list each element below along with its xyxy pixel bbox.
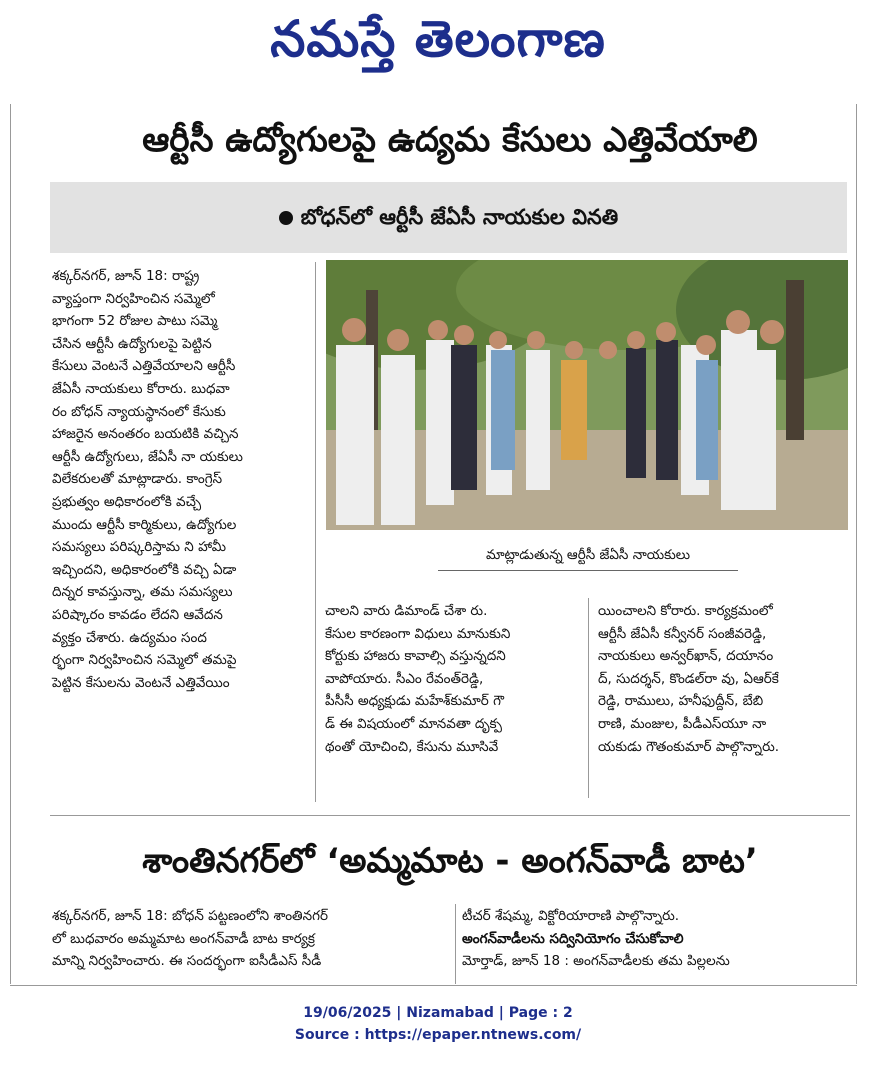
article-column-3 bbox=[598, 600, 848, 758]
text-line: ర్భంగా నిర్వహించిన సమ్మెలో తమపై bbox=[52, 652, 237, 669]
column-divider bbox=[315, 262, 316, 802]
text-line: కేసుల కారణంగా విధులు మానుకుని bbox=[325, 625, 511, 642]
divider bbox=[10, 104, 11, 984]
text-line: హాజరైన అనంతరం బయటికి వచ్చిన bbox=[52, 426, 239, 443]
column-divider bbox=[455, 904, 456, 984]
text-line: చేసిన ఆర్టీసీ ఉద్యోగులపై పెట్టిన bbox=[52, 335, 212, 352]
text-line: డ్ ఈ విషయంలో మానవతా దృక్ప bbox=[325, 715, 503, 732]
text-line: వాపోయారు. సీఎం రేవంత్‌రెడ్డి, bbox=[325, 670, 484, 687]
crosshead: అంగన్‌వాడీలను సద్వినియోగం చేసుకోవాలి bbox=[462, 930, 684, 947]
subheadline-text: బోధన్‌లో ఆర్టీసీ జేఏసీ నాయకుల వినతి bbox=[300, 205, 619, 229]
text-line: ప్రభుత్వం అధికారంలోకి వచ్చే bbox=[52, 493, 202, 510]
text-line: భాగంగా 52 రోజుల పాటు సమ్మె bbox=[52, 313, 218, 330]
column-divider bbox=[588, 598, 589, 798]
news-photo bbox=[326, 260, 848, 530]
edition-info: 19/06/2025 | Nizamabad | Page : 2 bbox=[303, 1005, 573, 1021]
source-link[interactable]: Source : https://epaper.ntnews.com/ bbox=[294, 1027, 582, 1043]
newspaper-logo: నమస్తే తెలంగాణ bbox=[270, 9, 606, 68]
text-line: ఇచ్చిందని, అధికారంలోకి వచ్చి ఏడా bbox=[52, 561, 237, 578]
article-column-1 bbox=[52, 265, 302, 694]
group-photo-illustration bbox=[326, 260, 848, 530]
text-line: రెడ్డి, రాములు, హనీఫుద్దీన్, బేబి bbox=[598, 693, 764, 710]
text-line: పీసీసీ అధ్యక్షుడు మహేశ్‌కుమార్ గౌ bbox=[325, 693, 504, 710]
article2-column-1 bbox=[52, 905, 447, 973]
divider bbox=[10, 985, 857, 986]
text-line: కోర్టుకు హాజరు కావాల్సి వస్తున్నదని bbox=[325, 648, 506, 665]
article2-line: మోర్తాడ్, జూన్ 18 : అంగన్‌వాడీలకు తమ పిల్లలను bbox=[462, 953, 730, 970]
text-line: శక్కర్‌నగర్, జూన్ 18: బోధన్ పట్టణంలోని శాంతినగర్ bbox=[52, 908, 328, 924]
masthead bbox=[0, 0, 876, 80]
text-line: చాలని వారు డిమాండ్ చేశా రు. bbox=[325, 603, 488, 619]
subheadline-box bbox=[50, 182, 847, 253]
text-line: యించాలని కోరారు. కార్యక్రమంలో bbox=[598, 603, 773, 619]
text-line: సమస్యలు పరిష్కరిస్తామ ని హామీ bbox=[52, 539, 227, 556]
subheadline bbox=[50, 182, 847, 253]
text-line: లో బుధవారం అమ్మమాట అంగన్‌వాడీ బాట కార్యక్ర bbox=[52, 930, 315, 947]
photo-caption: మాట్లాడుతున్న ఆర్టీసీ జేఏసీ నాయకులు bbox=[438, 544, 738, 571]
bullet-icon bbox=[279, 211, 293, 225]
text-line: నాయకులు అన్వర్‌ఖాన్, దయానం bbox=[598, 648, 774, 665]
text-line: రం బోధన్ న్యాయస్థానంలో కేసుకు bbox=[52, 403, 226, 420]
text-line: కేసులు వెంటనే ఎత్తివేయాలని ఆర్టీసీ bbox=[52, 358, 236, 375]
article-headline-2: శాంతినగర్‌లో ‘అమ్మమాట - అంగన్‌వాడీ బాట’ bbox=[142, 841, 758, 881]
text-line: విలేకరులతో మాట్లాడారు. కాంగ్రెస్ bbox=[52, 471, 223, 488]
text-line: వ్యాప్తంగా నిర్వహించిన సమ్మెలో bbox=[52, 290, 215, 307]
text-line: వ్యక్తం చేశారు. ఉద్యమం సంద bbox=[52, 629, 207, 646]
text-line: రాణి, మంజుల, పీడీఎస్‌యూ నా bbox=[598, 715, 767, 732]
text-line: మాన్ని నిర్వహించారు. ఈ సందర్భంగా ఐసీడీఎస్ సీడీ bbox=[52, 953, 322, 970]
divider bbox=[856, 104, 857, 984]
text-line: శక్కర్‌నగర్, జూన్ 18: రాష్ట్ర bbox=[52, 268, 200, 284]
article-headline: ఆర్టీసీ ఉద్యోగులపై ఉద్యమ కేసులు ఎత్తివేయాలి bbox=[142, 120, 758, 160]
text-line: ఆర్టీసీ జేఏసీ కన్వీనర్ సంజీవరెడ్డి, bbox=[598, 625, 767, 642]
article-column-2 bbox=[325, 600, 577, 758]
text-line: థంతో యోచించి, కేసును మూసివే bbox=[325, 738, 499, 755]
text-line: పరిష్కారం కావడం లేదని ఆవేదన bbox=[52, 606, 223, 623]
text-line: యకుడు గౌతంకుమార్ పాల్గొన్నారు. bbox=[598, 738, 780, 755]
divider bbox=[50, 815, 850, 816]
text-line: పెట్టిన కేసులను వెంటనే ఎత్తివేయిం bbox=[52, 674, 230, 691]
article2-line: టీచర్ శేషమ్మ, విక్టోరియారాణి పాల్గొన్నారు. bbox=[462, 908, 680, 924]
text-line: ద్, సుదర్శన్, కొండల్‌రా వు, ఏఆర్‌కే bbox=[598, 670, 779, 687]
text-line: దిన్నర కావస్తున్నా, తమ సమస్యలు bbox=[52, 584, 233, 601]
text-line: ముందు ఆర్టీసీ కార్మికులు, ఉద్యోగుల bbox=[52, 516, 237, 533]
text-line: జేఏసీ నాయకులు కోరారు. బుధవా bbox=[52, 380, 230, 397]
text-line: ఆర్టీసీ ఉద్యోగులు, జేఏసీ నా యకులు bbox=[52, 448, 243, 465]
article2-column-2 bbox=[462, 905, 852, 973]
